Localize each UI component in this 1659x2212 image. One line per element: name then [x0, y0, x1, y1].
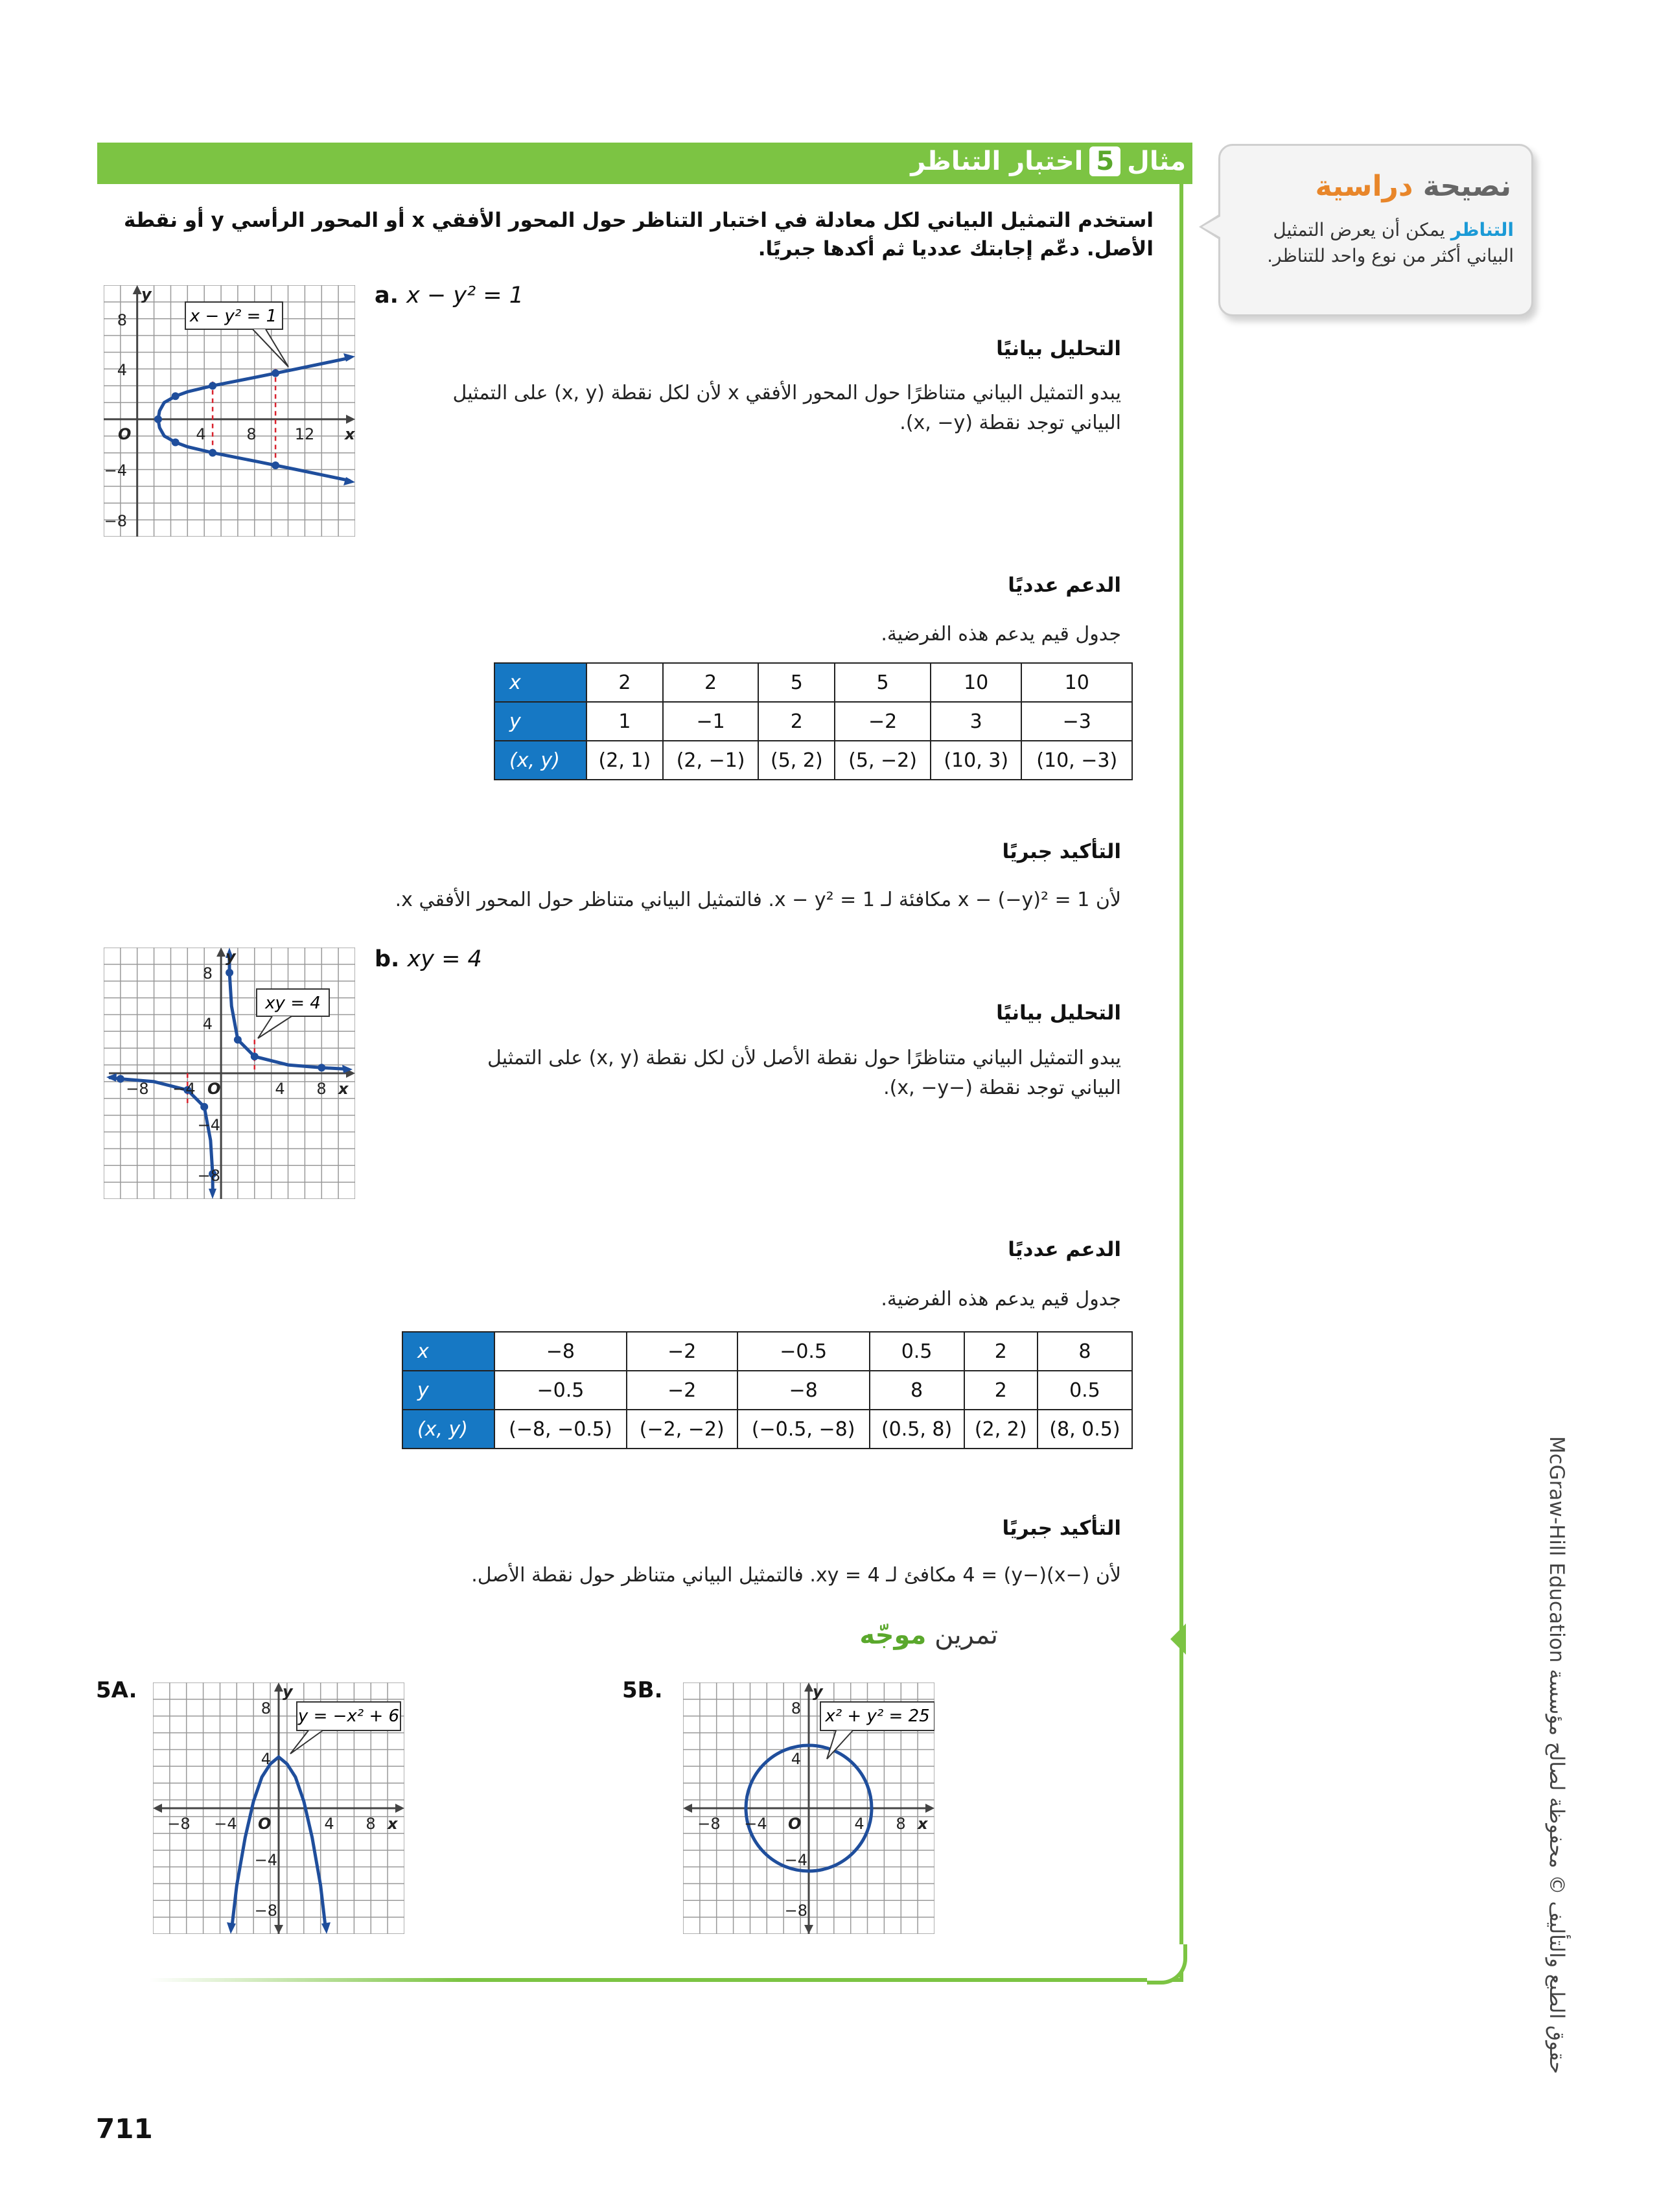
svg-text:4: 4 — [117, 361, 127, 379]
graph-a — [104, 285, 355, 537]
svg-text:y: y — [283, 1682, 293, 1701]
svg-text:8: 8 — [261, 1699, 271, 1717]
svg-text:8: 8 — [202, 964, 213, 983]
svg-text:O: O — [788, 1815, 802, 1833]
svg-text:−8: −8 — [167, 1815, 191, 1833]
part-b-algebraic-heading: التأكيد جبريًا — [1002, 1517, 1121, 1540]
svg-text:−8: −8 — [104, 512, 127, 530]
svg-text:4: 4 — [854, 1815, 864, 1833]
svg-text:−4: −4 — [197, 1116, 220, 1134]
svg-text:x: x — [345, 425, 355, 443]
svg-text:y: y — [226, 948, 236, 966]
svg-text:8: 8 — [117, 311, 127, 329]
part-a-graphical-heading: التحليل بيانيًا — [996, 337, 1121, 360]
svg-text:x: x — [388, 1815, 398, 1833]
svg-text:x: x — [918, 1815, 928, 1833]
study-tip-body: التناظر يمكن أن يعرض التمثيل البياني أكثر من نوع واحد للتناظر. — [1267, 219, 1514, 266]
example-prompt: استخدم التمثيل البياني لكل معادلة في اختبار التناظر حول المحور الأفقي x أو المحور الرأسي y أو نقطة الأصل. دعّم إجابتك عدديا ثم أكدها جبريًا. — [124, 209, 1154, 261]
graph-5b-callout-text: x² + y² = 25 — [825, 1706, 930, 1726]
part-b-values-table — [402, 1331, 1133, 1449]
svg-text:−4: −4 — [744, 1815, 767, 1833]
svg-text:O: O — [207, 1080, 221, 1098]
part-a-algebraic-heading: التأكيد جبريًا — [1002, 840, 1121, 863]
table-row: y −0.5 −2 −8 8 2 0.5 — [402, 1371, 1132, 1410]
guided-practice-marker — [1170, 1624, 1186, 1655]
exercise-5a-label: 5A. — [96, 1677, 137, 1703]
svg-text:8: 8 — [791, 1699, 801, 1717]
svg-text:8: 8 — [896, 1815, 906, 1833]
svg-text:8: 8 — [316, 1080, 327, 1098]
svg-text:−4: −4 — [104, 461, 127, 480]
table-row: (x, y) (2, 1) (2, −1) (5, 2) (5, −2) (10, 3) (10, −3) — [494, 741, 1132, 780]
part-a-graphical-text: يبدو التمثيل البياني متناظرًا حول المحور الأفقي x لأن لكل نقطة (x, y) على التمثيل البياني توجد نقطة (x, −y). — [452, 382, 1121, 434]
part-b-numerical-heading: الدعم عدديًا — [1008, 1238, 1121, 1261]
part-b-label: b. xy = 4 — [375, 946, 482, 972]
svg-text:4: 4 — [791, 1750, 801, 1768]
graph-a-callout-text: x − y² = 1 — [189, 307, 277, 326]
part-a-numerical-heading: الدعم عدديًا — [1008, 574, 1121, 597]
graph-b — [104, 948, 355, 1199]
graph-a-callout — [185, 302, 288, 367]
svg-text:−8: −8 — [784, 1902, 807, 1920]
svg-text:y: y — [813, 1682, 823, 1701]
svg-text:12: 12 — [294, 425, 315, 443]
svg-text:−4: −4 — [214, 1815, 237, 1833]
svg-text:8: 8 — [246, 425, 257, 443]
svg-text:O: O — [118, 425, 132, 443]
part-a-numerical-text: جدول قيم يدعم هذه الفرضية. — [881, 623, 1121, 646]
svg-text:O: O — [258, 1815, 272, 1833]
svg-text:−8: −8 — [697, 1815, 721, 1833]
part-b-graphical-text: يبدو التمثيل البياني متناظرًا حول نقطة الأصل لأن لكل نقطة (x, y) على التمثيل البياني توجد نقطة (−x, −y). — [487, 1047, 1121, 1099]
side-copyright: حقوق الطبع والتأليف © محفوظة لصالح مؤسسة McGraw-Hill Education — [1545, 1436, 1568, 2074]
guided-practice-heading: تمرين موجّه — [859, 1620, 998, 1650]
example-header-title: مثال5اختبار التناظر — [911, 146, 1186, 176]
part-a-values-table — [494, 662, 1133, 780]
graph-5b — [683, 1682, 934, 1934]
exercise-5b-label: 5B. — [622, 1677, 663, 1703]
part-a-algebraic-text: لأن x − (−y)² = 1 مكافئة لـ x − y² = 1. فالتمثيل البياني متناظر حول المحور الأفقي x. — [395, 889, 1121, 911]
svg-text:y: y — [141, 285, 152, 303]
svg-text:−8: −8 — [126, 1080, 149, 1098]
svg-text:4: 4 — [324, 1815, 334, 1833]
graph-b-callout-text: xy = 4 — [265, 994, 321, 1013]
svg-text:−4: −4 — [784, 1851, 807, 1869]
part-b-graphical-heading: التحليل بيانيًا — [996, 1001, 1121, 1025]
table-row: y 1 −1 2 −2 3 −3 — [494, 702, 1132, 741]
svg-text:8: 8 — [365, 1815, 376, 1833]
svg-text:−8: −8 — [197, 1167, 220, 1185]
graph-5a-callout-text: y = −x² + 6 — [297, 1706, 400, 1726]
svg-text:4: 4 — [196, 425, 206, 443]
example-frame-bottom — [149, 1978, 1183, 1982]
part-b-algebraic-text: لأن (−x)(−y) = 4 مكافئ لـ xy = 4. فالتمثيل البياني متناظر حول نقطة الأصل. — [471, 1564, 1121, 1587]
svg-text:−4: −4 — [254, 1851, 277, 1869]
svg-text:4: 4 — [275, 1080, 285, 1098]
graph-5a — [153, 1682, 404, 1934]
svg-text:−8: −8 — [254, 1902, 277, 1920]
table-row: x 2 2 5 5 10 10 — [494, 663, 1132, 702]
part-a-label: a. x − y² = 1 — [375, 283, 524, 309]
svg-text:4: 4 — [261, 1750, 271, 1768]
table-row: x −8 −2 −0.5 0.5 2 8 — [402, 1332, 1132, 1371]
page-number: 711 — [96, 2113, 153, 2145]
svg-text:−4: −4 — [172, 1080, 196, 1098]
svg-text:4: 4 — [202, 1015, 213, 1033]
study-tip-pointer-inner — [1202, 216, 1220, 237]
table-row: (x, y) (−8, −0.5) (−2, −2) (−0.5, −8) (0.5, 8) (2, 2) (8, 0.5) — [402, 1410, 1132, 1449]
svg-text:x: x — [338, 1080, 349, 1098]
study-tip-title: نصيحة دراسية — [1315, 170, 1511, 203]
example-frame-right — [1179, 184, 1183, 1979]
part-b-numerical-text: جدول قيم يدعم هذه الفرضية. — [881, 1288, 1121, 1310]
